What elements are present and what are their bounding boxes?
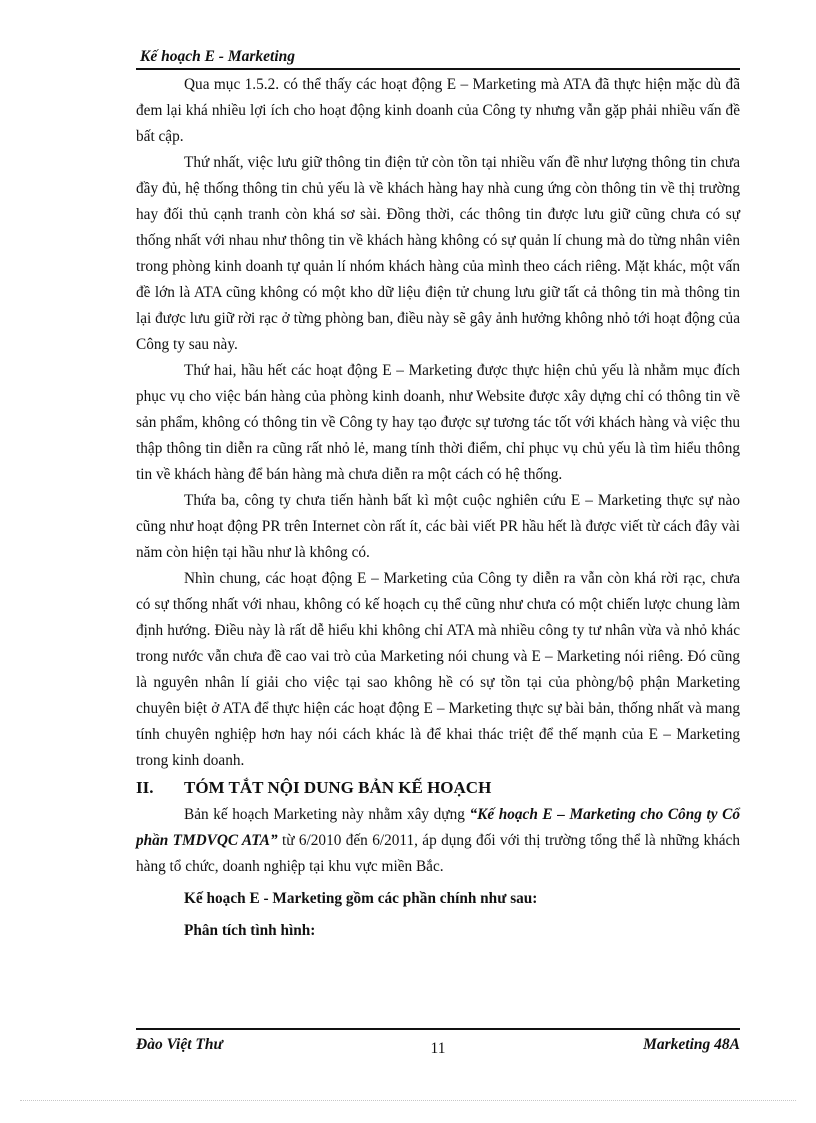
footer-author: Đào Việt Thư [136,1036,223,1053]
footer-rule [136,1028,740,1030]
header-title: Kế hoạch E - Marketing [140,48,296,65]
section-heading [136,774,740,802]
section-number: II. [136,778,154,797]
page-header [136,48,740,70]
summary-text-after: từ 6/2010 đến 6/2011, áp dụng đối với thị trường tổng thể là những khách hàng tổ chức, doanh nghiệp tại khu vực miền Bắc. [136,832,740,875]
header-rule [136,68,740,70]
footer-class: Marketing 48A [643,1036,740,1053]
analysis-label: Phân tích tình hình: [184,922,316,939]
paragraph-second-issue: Thứ hai, hầu hết các hoạt động E – Marketing được thực hiện chủ yếu là nhằm mục đích phục vụ cho việc bán hàng của phòng kinh doanh, như Website được xây dựng chỉ có thông tin về sản phẩm, không có thông tin về Công ty hay tạo được sự tương tác tốt với khách hàng và việc thu thập thông tin diễn ra cũng rất nhỏ lẻ, mang tính thời điểm, chỉ phục vụ chủ yếu là tìm hiểu thông tin về khách hàng để bán hàng mà chưa diễn ra một cách có hệ thống. [136,362,740,483]
page-bottom-divider [20,1100,796,1101]
section-title: TÓM TẮT NỘI DUNG BẢN KẾ HOẠCH [184,778,492,797]
paragraph-overview: Nhìn chung, các hoạt động E – Marketing của Công ty diễn ra vẫn còn khá rời rạc, chưa có sự thống nhất với nhau, không có kế hoạch cụ thể cũng như chưa có một chiến lược chung làm định hướng. Điều này là rất dễ hiểu khi không chỉ ATA mà nhiều công ty tư nhân vừa và nhỏ khác trong nước vẫn chưa đề cao vai trò của Marketing nói chung và E – Marketing nói riêng. Đó cũng là nguyên nhân lí giải cho việc tại sao không hề có sự tồn tại của phòng/bộ phận Marketing chuyên biệt ở ATA để thực hiện các hoạt động E – Marketing thực sự bài bản, thống nhất và mang tính chuyên nghiệp hơn hay nói cách khác là để khai thác triệt để thế mạnh của E – Marketing trong kinh doanh. [136,570,740,769]
summary-text-before: Bản kế hoạch Marketing này nhằm xây dựng [184,806,470,823]
summary-plan-title: “Kế hoạch E – Marketing cho Công ty Cổ phần TMDVQC ATA” [136,806,741,849]
page-number: 11 [430,1040,446,1057]
plan-intro-line: Kế hoạch E - Marketing gồm các phần chính như sau: [184,890,538,907]
page-footer [136,1028,740,1068]
paragraph-third-issue: Thứa ba, công ty chưa tiến hành bất kì một cuộc nghiên cứu E – Marketing thực sự nào cũng như hoạt động PR trên Internet còn rất ít, các bài viết PR hầu hết là được viết từ cách đây vài năm còn hiện tại hầu như là không có. [136,492,740,561]
page-body [136,72,740,944]
paragraph-intro: Qua mục 1.5.2. có thể thấy các hoạt động E – Marketing mà ATA đã thực hiện mặc dù đã đem lại khá nhiều lợi ích cho hoạt động kinh doanh của Công ty nhưng vẫn gặp phải nhiều vấn đề bất cập. [136,76,740,145]
paragraph-first-issue: Thứ nhất, việc lưu giữ thông tin điện tử còn tồn tại nhiều vấn đề như lượng thông tin chưa đầy đủ, hệ thống thông tin chủ yếu là về khách hàng hay nhà cung ứng còn thông tin về thị trường hay đối thủ cạnh tranh còn khá sơ sài. Đồng thời, các thông tin được lưu giữ cũng chưa có sự thống nhất với nhau như thông tin về khách hàng không có sự quản lí chung mà do từng nhân viên trong phòng kinh doanh tự quản lí nhóm khách hàng của mình theo cách riêng. Mặt khác, một vấn đề lớn là ATA cũng không có một kho dữ liệu điện tử chung lưu giữ tất cả thông tin mà thông tin lại được lưu giữ rời rạc ở từng phòng ban, điều này sẽ gây ảnh hưởng không nhỏ tới hoạt động của Công ty sau này. [136,154,740,353]
paragraph-summary [136,802,740,880]
